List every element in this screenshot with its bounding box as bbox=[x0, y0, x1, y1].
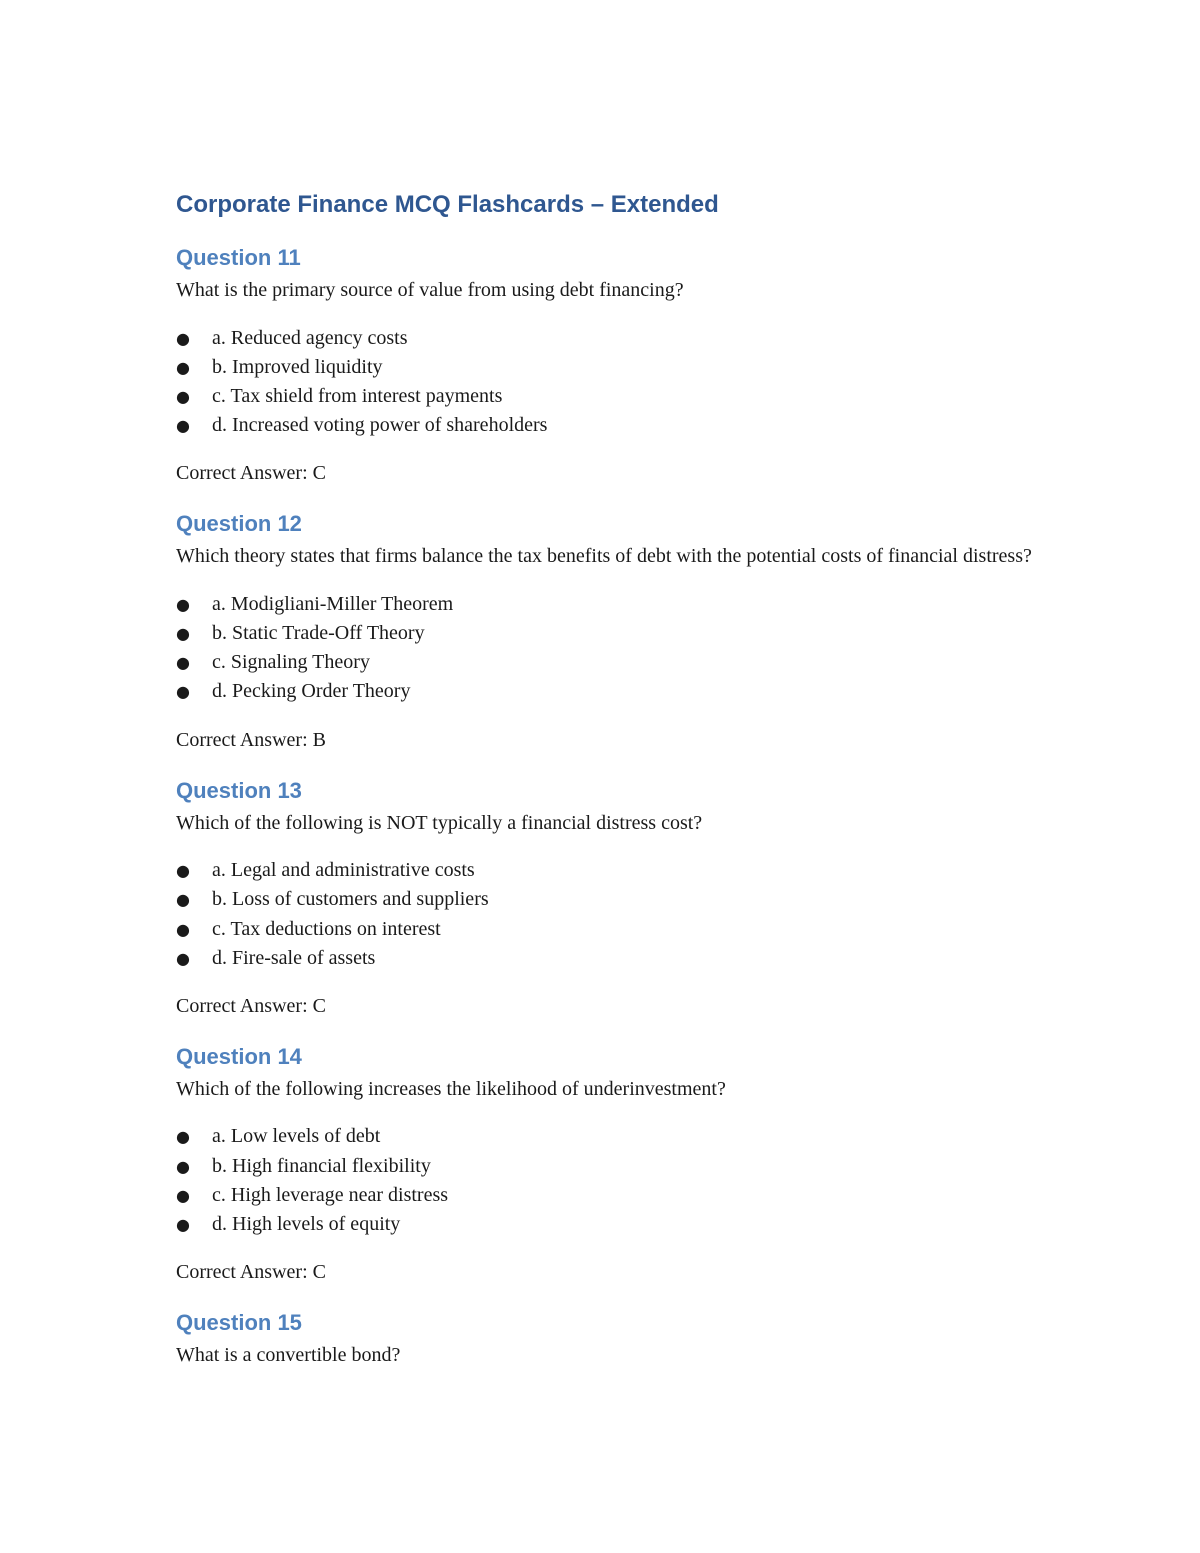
question-heading: Question 15 bbox=[176, 1310, 302, 1336]
option-label: a. Reduced agency costs bbox=[212, 326, 408, 349]
bullet-dot-icon: ● bbox=[176, 890, 190, 910]
answer-option bbox=[176, 677, 1036, 706]
option-label: c. Signaling Theory bbox=[212, 651, 370, 674]
question-block bbox=[176, 1308, 1036, 1370]
correct-answer: Correct Answer: C bbox=[176, 462, 326, 485]
answer-option bbox=[176, 1181, 1036, 1210]
question-text: What is a convertible bond? bbox=[176, 1344, 401, 1367]
option-label: b. Loss of customers and suppliers bbox=[212, 888, 489, 911]
bullet-dot-icon: ● bbox=[176, 1185, 190, 1205]
answer-option bbox=[176, 411, 1036, 440]
bullet-dot-icon: ● bbox=[176, 328, 190, 348]
answer-option bbox=[176, 856, 1036, 885]
question-heading: Question 14 bbox=[176, 1043, 302, 1069]
answer-option bbox=[176, 944, 1036, 973]
bullet-dot-icon: ● bbox=[176, 416, 190, 436]
bullet-dot-icon: ● bbox=[176, 919, 190, 939]
option-label: d. Fire-sale of assets bbox=[212, 946, 376, 969]
bullet-dot-icon: ● bbox=[176, 948, 190, 968]
answer-option bbox=[176, 1152, 1036, 1181]
option-label: d. Increased voting power of shareholders bbox=[212, 414, 548, 437]
document-title: Corporate Finance MCQ Flashcards – Extended bbox=[176, 191, 719, 218]
option-label: d. High levels of equity bbox=[212, 1213, 401, 1236]
bullet-dot-icon: ● bbox=[176, 594, 190, 614]
question-block bbox=[176, 243, 1036, 488]
correct-answer: Correct Answer: B bbox=[176, 728, 326, 751]
answer-option bbox=[176, 648, 1036, 677]
answer-option bbox=[176, 324, 1036, 353]
answer-option bbox=[176, 1210, 1036, 1239]
answer-option bbox=[176, 915, 1036, 944]
option-label: c. Tax deductions on interest bbox=[212, 917, 441, 940]
option-label: a. Low levels of debt bbox=[212, 1125, 381, 1148]
bullet-dot-icon: ● bbox=[176, 653, 190, 673]
answer-options-list bbox=[176, 856, 1036, 973]
answer-options-list bbox=[176, 324, 1036, 441]
answer-option bbox=[176, 382, 1036, 411]
option-label: b. High financial flexibility bbox=[212, 1154, 431, 1177]
question-block bbox=[176, 776, 1036, 1021]
answer-options-list bbox=[176, 1122, 1036, 1239]
option-label: c. High leverage near distress bbox=[212, 1183, 449, 1206]
option-label: d. Pecking Order Theory bbox=[212, 680, 411, 703]
option-label: c. Tax shield from interest payments bbox=[212, 384, 503, 407]
answer-option bbox=[176, 590, 1036, 619]
question-text: Which of the following increases the likelihood of underinvestment? bbox=[176, 1077, 726, 1100]
question-block bbox=[176, 1042, 1036, 1287]
question-text: What is the primary source of value from using debt financing? bbox=[176, 279, 684, 301]
question-text: Which theory states that firms balance the tax benefits of debt with the potential costs of financial distress? bbox=[176, 545, 1032, 568]
bullet-dot-icon: ● bbox=[176, 1156, 190, 1176]
answer-option bbox=[176, 353, 1036, 382]
bullet-dot-icon: ● bbox=[176, 1215, 190, 1235]
bullet-dot-icon: ● bbox=[176, 357, 190, 377]
answer-option bbox=[176, 619, 1036, 648]
option-label: a. Legal and administrative costs bbox=[212, 859, 475, 882]
option-label: b. Static Trade-Off Theory bbox=[212, 622, 425, 645]
option-label: b. Improved liquidity bbox=[212, 355, 383, 378]
bullet-dot-icon: ● bbox=[176, 861, 190, 881]
answer-option bbox=[176, 885, 1036, 914]
question-heading: Question 11 bbox=[176, 245, 301, 270]
correct-answer: Correct Answer: C bbox=[176, 994, 326, 1017]
bullet-dot-icon: ● bbox=[176, 682, 190, 702]
answer-options-list bbox=[176, 590, 1036, 707]
option-label: a. Modigliani-Miller Theorem bbox=[212, 592, 454, 615]
document-content bbox=[176, 188, 1036, 1370]
question-block bbox=[176, 509, 1036, 754]
bullet-dot-icon: ● bbox=[176, 624, 190, 644]
question-heading: Question 12 bbox=[176, 511, 302, 537]
answer-option bbox=[176, 1122, 1036, 1151]
correct-answer: Correct Answer: C bbox=[176, 1261, 326, 1284]
question-text: Which of the following is NOT typically a financial distress cost? bbox=[176, 811, 703, 834]
question-heading: Question 13 bbox=[176, 777, 302, 803]
bullet-dot-icon: ● bbox=[176, 386, 190, 406]
bullet-dot-icon: ● bbox=[176, 1127, 190, 1147]
